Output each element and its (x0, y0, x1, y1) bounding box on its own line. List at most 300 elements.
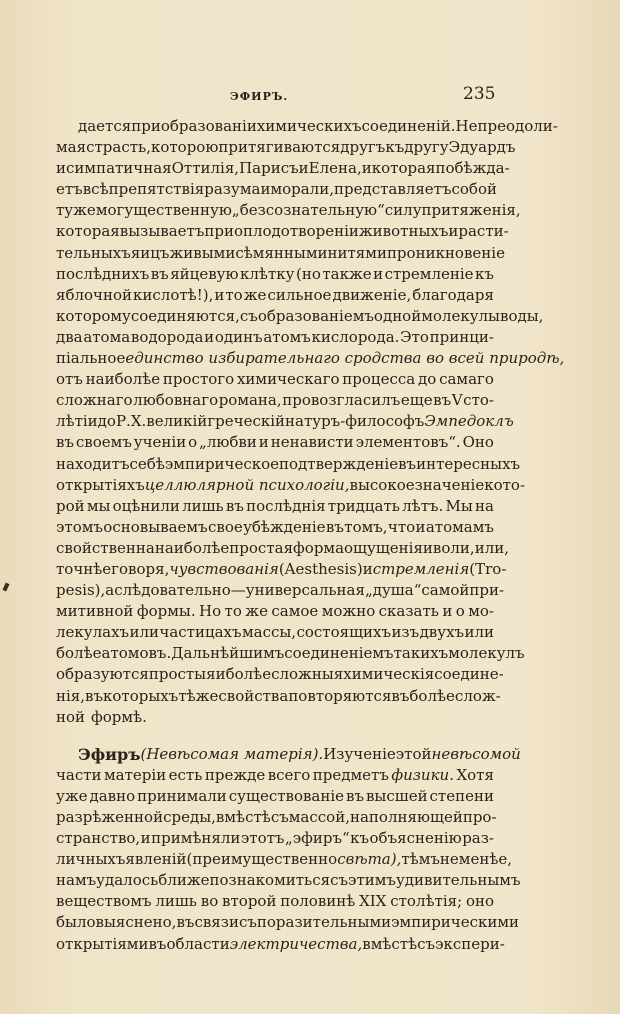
word: открытіями (56, 934, 149, 953)
text-line (56, 622, 494, 643)
word: „любви (199, 433, 257, 452)
word: оплодотвореніи (233, 222, 359, 241)
word: Оттилія, (171, 159, 240, 178)
word: Непреодоли- (455, 117, 558, 135)
text-line (56, 454, 521, 475)
word: при- (469, 581, 505, 600)
word: нія, (56, 686, 86, 705)
word: тельныхъ (56, 243, 131, 262)
word: (Tro- (469, 559, 507, 578)
word: атомовъ. (101, 644, 172, 663)
word: объясненію (369, 829, 462, 848)
word: другъ (340, 138, 386, 157)
word: мы (86, 496, 111, 515)
word: то (225, 285, 243, 304)
word: явленій (125, 850, 187, 869)
text-line (56, 285, 494, 306)
word: и (448, 222, 459, 241)
word: водорода (130, 327, 204, 346)
text-line (56, 643, 525, 664)
word: „эфиръ“ (284, 829, 350, 848)
word: два (56, 327, 83, 346)
text-line (56, 934, 505, 955)
word: удалось (96, 871, 159, 890)
word: предметъ (312, 765, 389, 784)
word: клѣтку (240, 264, 295, 283)
word: связи (194, 913, 239, 932)
word: ту (56, 201, 74, 220)
word: атомамъ (425, 517, 494, 536)
word: простая (229, 538, 294, 557)
word: свойства (218, 686, 289, 705)
word: о (455, 602, 465, 621)
word: натуръ-философъ (285, 412, 425, 431)
word: самаго (439, 370, 494, 389)
word: лѣтіи (56, 412, 98, 431)
text-line (56, 264, 494, 285)
text-line (56, 686, 501, 707)
word: точнѣе (56, 559, 112, 578)
word: же (243, 285, 267, 304)
word: болѣе (225, 665, 272, 684)
word: Парисъ (239, 159, 299, 178)
word: силу (384, 201, 422, 220)
word: въ (150, 264, 169, 283)
word: изъ (391, 623, 420, 642)
text-line (56, 517, 494, 538)
word: въ (325, 517, 344, 536)
word: стремленія (372, 559, 470, 578)
word: веществомъ (56, 892, 152, 911)
word: вмѣстѣ (362, 934, 418, 953)
word: лѣтъ. (402, 496, 444, 515)
word: примѣняли (151, 829, 241, 848)
word: въ (225, 496, 244, 515)
word: экспери- (435, 934, 505, 953)
word: или (129, 623, 160, 642)
word: препятствія (108, 180, 205, 199)
word: и (442, 602, 453, 621)
word: соединеніемъ (284, 644, 394, 663)
term-gloss: (Невѣсомая матерія). (140, 744, 324, 763)
word: части (56, 765, 102, 784)
text-line (56, 765, 494, 786)
word: среды, (163, 808, 216, 826)
text-line (56, 137, 516, 158)
word: находитъ (56, 454, 130, 473)
word: и (214, 285, 225, 304)
word: эмпирическими (391, 913, 520, 932)
word: ближе (158, 871, 210, 890)
word: познакомиться (209, 871, 331, 890)
text-line (56, 744, 521, 765)
word: (Aesthesis) (278, 559, 363, 578)
word: наполняющей (349, 808, 463, 826)
text-line (56, 538, 509, 559)
word: чувствованія (169, 559, 279, 578)
word: о (188, 433, 198, 452)
word: морали, (270, 180, 334, 199)
word: и (298, 159, 309, 178)
word: съ (239, 306, 258, 325)
text-line (56, 348, 565, 369)
word: же (195, 686, 219, 705)
word: побѣжда- (435, 159, 510, 178)
word: раз- (462, 829, 494, 848)
word: съ (330, 871, 349, 890)
word: Мы (445, 496, 473, 515)
word: до (418, 370, 437, 389)
word: удивительнымъ (395, 871, 521, 890)
word: состоящихъ (296, 623, 392, 642)
word: про- (462, 808, 497, 826)
word: любовнаго (133, 391, 219, 410)
word: и (56, 159, 66, 178)
word: формы. (136, 602, 196, 621)
word: и (361, 159, 372, 178)
text-line (56, 243, 505, 264)
word: великій (146, 412, 208, 431)
text-line (56, 870, 521, 891)
word: атома (83, 327, 131, 346)
word: свое (207, 517, 243, 536)
word: а (105, 581, 115, 600)
margin-mark (2, 583, 9, 592)
word: при (131, 117, 161, 135)
word: притяженія, (421, 201, 521, 220)
word: высокое (349, 475, 415, 494)
word: слѣдовательно—универсальная (114, 581, 365, 600)
word: матеріи (104, 765, 167, 784)
word: принимали (137, 786, 227, 805)
paragraph-2 (56, 744, 521, 955)
word: V (451, 391, 463, 410)
word: личныхъ (56, 850, 126, 869)
word: яблочной (56, 285, 132, 304)
word: расти- (458, 222, 509, 241)
word: ной (56, 707, 86, 726)
word: ненависти (270, 433, 354, 452)
word: свѣта), (337, 850, 402, 869)
word: и (373, 264, 384, 283)
word: движеніе, (332, 285, 412, 304)
text-line (56, 664, 504, 685)
word: не (439, 850, 459, 869)
word: въ (176, 913, 195, 932)
word: химическія (343, 665, 435, 684)
word: проникновеніе (386, 243, 505, 262)
word: до (97, 412, 116, 431)
word: которою (150, 138, 219, 157)
text-line (56, 200, 521, 221)
word: съ (238, 913, 257, 932)
word: тѣ (178, 686, 196, 705)
text-line (56, 707, 494, 728)
word: частицахъ (159, 623, 242, 642)
word: съ (417, 934, 436, 953)
word: притягиваются (218, 138, 341, 157)
word: принци- (429, 327, 494, 346)
word: греческій (207, 412, 286, 431)
word: намъ (56, 871, 97, 890)
word: живыми (169, 243, 236, 262)
word: целлюлярной психологіи, (144, 475, 350, 494)
word: свойственна (56, 538, 155, 557)
word: что (387, 517, 416, 536)
word: массой, (288, 808, 350, 826)
word: Елена, (308, 159, 362, 178)
word: можно (321, 602, 376, 621)
word: вызываетъ (119, 222, 205, 241)
word: самое (271, 602, 319, 621)
word: которая (56, 222, 120, 241)
text-line (56, 116, 558, 137)
word: единство избирательнаго сродства во всей природѣ, (125, 349, 565, 368)
word: въ (148, 934, 167, 953)
text-line (56, 306, 544, 327)
word: дается (78, 117, 132, 135)
word: невѣсомой (431, 744, 521, 763)
running-head (0, 84, 620, 106)
word: етъ (56, 180, 83, 199)
word: и (258, 433, 269, 452)
word: томъ, (344, 517, 388, 536)
word: давно (89, 786, 136, 805)
word: этотъ (240, 829, 285, 848)
word: основываемъ (103, 517, 208, 536)
word: XIX (359, 892, 387, 911)
word: разрѣженной (56, 808, 164, 826)
word: всѣ (82, 180, 109, 199)
word: которыхъ (103, 686, 179, 705)
word: кислорода. (311, 327, 400, 346)
word: наиболѣе (154, 538, 230, 557)
word: сказать (378, 602, 439, 621)
word: въ (433, 391, 452, 410)
word: другу (404, 138, 449, 157)
word: формѣ. (91, 707, 147, 726)
word: тѣмъ (401, 850, 440, 869)
word: прежде (204, 765, 266, 784)
word: Изученіе (323, 744, 396, 763)
word: наиболѣе (85, 370, 161, 389)
word: простого (162, 370, 235, 389)
word: также (322, 264, 372, 283)
text-line (56, 580, 505, 601)
word: форма (293, 538, 345, 557)
word: сложныя (271, 665, 344, 684)
word: разума (204, 180, 261, 199)
word: при (204, 222, 234, 241)
word: мо- (468, 602, 494, 621)
word: есть (168, 765, 203, 784)
text-line (56, 559, 507, 580)
word: выяснено, (95, 913, 177, 932)
word: убѣжденіе (243, 517, 326, 536)
text-line (56, 369, 494, 390)
word: въ (346, 786, 365, 805)
word: сильное (267, 285, 332, 304)
word: яицъ (130, 243, 170, 262)
word: этой (395, 744, 432, 763)
text-line (56, 828, 494, 849)
word: двухъ (419, 623, 465, 642)
word: лекулахъ (56, 623, 130, 642)
word: Это (400, 327, 429, 346)
text-line (56, 327, 494, 348)
word: себѣ (129, 454, 165, 473)
word: нитями (327, 243, 387, 262)
word: Дальнѣйшимъ (171, 644, 285, 663)
word: воды, (500, 306, 544, 325)
word: то (224, 602, 242, 621)
word: на (475, 496, 494, 515)
word: образованіемъ (257, 306, 374, 325)
word: этимъ (348, 871, 396, 890)
word: рой (56, 496, 85, 515)
word: и (362, 559, 373, 578)
word: соединеній. (361, 117, 456, 135)
word: (но (295, 264, 321, 283)
word: и (204, 327, 215, 346)
word: кислотѣ!), (133, 285, 214, 304)
word: элементовъ“. (355, 433, 461, 452)
word: атомъ (263, 327, 311, 346)
word: къ (385, 138, 405, 157)
word: въ (391, 686, 410, 705)
paragraph-1 (56, 116, 565, 728)
text-line (56, 496, 494, 517)
word: или, (474, 538, 509, 557)
word: оно (465, 892, 494, 911)
word: (преимущественно (186, 850, 338, 869)
word: поразительными (256, 913, 392, 932)
text-line (56, 411, 514, 432)
word: своемъ (75, 433, 132, 452)
text-line (56, 891, 494, 912)
text-line (56, 221, 509, 242)
text-line (56, 786, 494, 807)
text-line (56, 601, 494, 622)
word: образуются (56, 665, 149, 684)
word: высшей (365, 786, 428, 805)
word: съ (270, 808, 289, 826)
word: которая (371, 159, 436, 178)
word: къ (475, 264, 494, 283)
word: представляетъ (333, 180, 452, 199)
word: вмѣстѣ (215, 808, 271, 826)
word: всего (267, 765, 311, 784)
word: и (140, 829, 151, 848)
word: ученіи (133, 433, 187, 452)
word: мая (56, 138, 87, 157)
word: оцѣнили (112, 496, 180, 515)
word: существованіе (228, 786, 345, 805)
word: лишь (155, 892, 197, 911)
word: уже (56, 786, 88, 805)
section-term: Эфиръ (78, 744, 141, 764)
word: провозгласилъ (282, 391, 401, 410)
word: или (464, 623, 494, 642)
word: кото- (484, 475, 526, 494)
word: Оно (462, 433, 494, 452)
word: въ (85, 686, 104, 705)
word: отъ (56, 370, 83, 389)
word: и (422, 538, 433, 557)
word: столѣтія; (390, 892, 463, 911)
word: послѣднія (246, 496, 326, 515)
word: было (56, 913, 96, 932)
word: піальное (56, 349, 126, 368)
word: соединяются, (130, 306, 240, 325)
word: „безсознательную“ (231, 201, 385, 220)
word: одной (373, 306, 422, 325)
word: этомъ (56, 517, 103, 536)
word: лишь (182, 496, 224, 515)
text-line (56, 849, 513, 870)
text-line (56, 475, 526, 496)
text-line (56, 179, 497, 200)
word: Хотя (456, 765, 494, 784)
word: значеніе (414, 475, 485, 494)
word: благодаря (412, 285, 494, 304)
word: одинъ (214, 327, 263, 346)
word: химическаго (236, 370, 340, 389)
word: болѣе (56, 644, 102, 663)
word: химическихъ (256, 117, 362, 135)
word: физики. (391, 765, 454, 784)
text-line (56, 807, 497, 828)
word: романа, (218, 391, 282, 410)
body-text (56, 116, 565, 955)
word: молекулъ (448, 644, 525, 663)
word: животныхъ (358, 222, 449, 241)
word: массы, (241, 623, 297, 642)
word: степени (429, 786, 494, 805)
word: тридцать (327, 496, 400, 515)
word: сто- (463, 391, 494, 410)
word: яйцевую (170, 264, 239, 283)
word: простыя (148, 665, 216, 684)
word: болѣе (409, 686, 455, 705)
word: интересныхъ (416, 454, 521, 473)
word: такихъ (393, 644, 449, 663)
word: повторяются (288, 686, 392, 705)
word: эмпирическое (164, 454, 280, 473)
word: pesis), (56, 581, 106, 600)
word: и (415, 517, 426, 536)
word: въ (398, 454, 417, 473)
word: говоря, (111, 559, 170, 578)
word: Эдуардъ (448, 138, 516, 157)
word: молекулы (421, 306, 500, 325)
word: собой (451, 180, 497, 199)
word: сѣмянными (235, 243, 328, 262)
word: электричества, (229, 934, 363, 953)
word: сложнаго (56, 391, 133, 410)
word: могущественную (95, 201, 232, 220)
word: области (166, 934, 230, 953)
word: и (260, 180, 271, 199)
word: Но (199, 602, 222, 621)
word: подтвержденіе (279, 454, 399, 473)
text-line (56, 912, 520, 933)
word: же (245, 602, 268, 621)
word: Р. (115, 412, 131, 431)
word: Эмпедоклъ (424, 412, 514, 431)
word: еще (400, 391, 433, 410)
word: Х. (130, 412, 147, 431)
